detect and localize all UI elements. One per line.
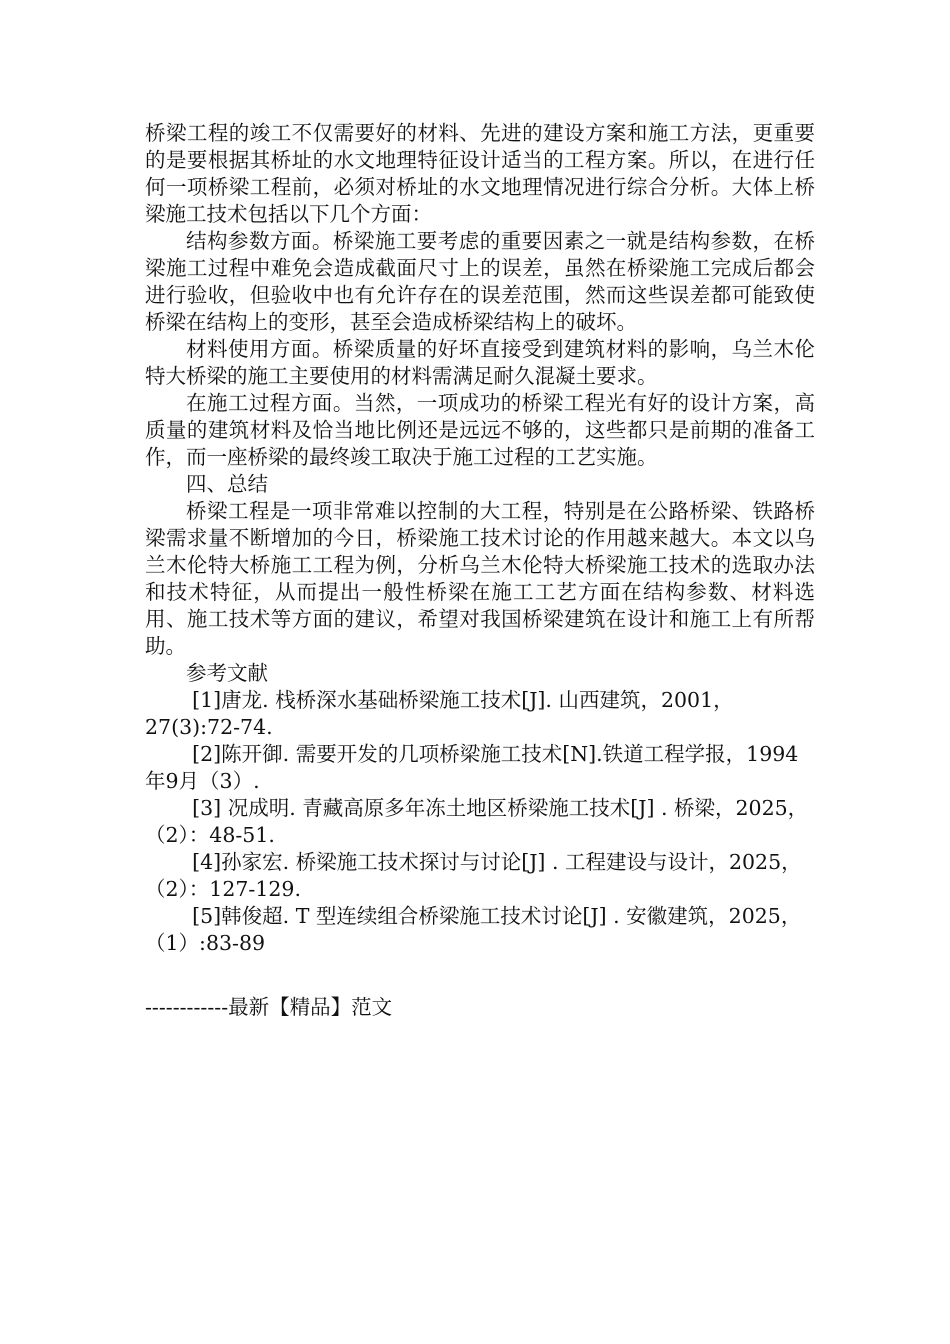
paragraph-materials: 材料使用方面。桥梁质量的好坏直接受到建筑材料的影响，乌兰木伦特大桥梁的施工主要使用的材料需满足耐久混凝土要求。: [145, 337, 815, 388]
reference-list: [145, 687, 815, 957]
paragraph-structural-parameters: 结构参数方面。桥梁施工要考虑的重要因素之一就是结构参数，在桥梁施工过程中难免会造成截面尺寸上的误差，虽然在桥梁施工完成后都会进行验收，但验收中也有允许存在的误差范围，然而这些误差都可能致使桥梁在结构上的变形，甚至会造成桥梁结构上的破坏。: [145, 229, 815, 334]
paragraph-summary: 桥梁工程是一项非常难以控制的大工程，特别是在公路桥梁、铁路桥梁需求量不断增加的今日，桥梁施工技术讨论的作用越来越大。本文以乌兰木伦特大桥施工工程为例，分析乌兰木伦特大桥梁施工技术的选取办法和技术特征，从而提出一般性桥梁在施工工艺方面在结构参数、材料选用、施工技术等方面的建议，希望对我国桥梁建筑在设计和施工上有所帮助。: [145, 499, 815, 658]
paragraph-construction-process: 在施工过程方面。当然，一项成功的桥梁工程光有好的设计方案，高质量的建筑材料及恰当地比例还是远远不够的，这些都只是前期的准备工作，而一座桥梁的最终竣工取决于施工过程的工艺实施。: [145, 391, 815, 469]
reference-item-4: [4]孙家宏. 桥梁施工技术探讨与讨论[J] . 工程建设与设计，2025，（2）：127-129.: [145, 850, 802, 901]
references-heading: 参考文献: [186, 661, 268, 685]
summary-heading: 四、总结: [186, 472, 268, 496]
reference-item-3: [3] 况成明. 青藏高原多年冻土地区桥梁施工技术[J] . 桥梁，2025，（2）：48-51.: [145, 796, 809, 847]
footer-banner: ------------最新【精品】范文: [145, 995, 393, 1019]
reference-item-5: [5]韩俊超. T 型连续组合桥梁施工技术讨论[J] . 安徽建筑，2025，（1）:83-89: [145, 904, 802, 955]
paragraph-intro: 桥梁工程的竣工不仅需要好的材料、先进的建设方案和施工方法，更重要的是要根据其桥址的水文地理特征设计适当的工程方案。所以，在进行任何一项桥梁工程前，必须对桥址的水文地理情况进行综合分析。大体上桥梁施工技术包括以下几个方面：: [145, 121, 815, 226]
reference-item-2: [2]陈开御. 需要开发的几项桥梁施工技术[N].铁道工程学报，1994年9月（3）.: [145, 742, 799, 793]
document-body: [145, 120, 815, 957]
reference-item-1: [1]唐龙. 栈桥深水基础桥梁施工技术[J]. 山西建筑，2001，27(3):72-74.: [145, 688, 734, 739]
